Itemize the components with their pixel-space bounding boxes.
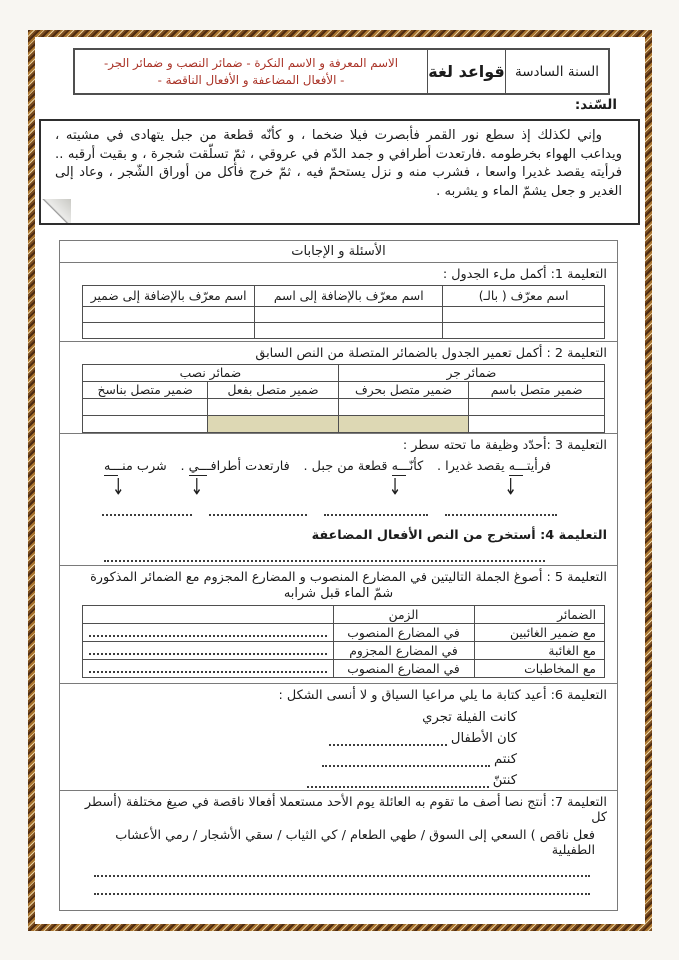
qa-title: الأسئلة و الإجابات — [60, 241, 617, 263]
dotted-line[interactable] — [94, 859, 590, 877]
t5-header-tense: الزمن — [333, 606, 474, 624]
instruction-4: التعليمة 4: أستخرج من النص الأفعال المضاعفة — [311, 528, 607, 543]
subject-cell: قواعد لغة — [428, 50, 506, 93]
underlined-word: ــه — [508, 459, 524, 474]
rewrite-line-3 — [68, 746, 609, 767]
instruction-6: التعليمة 6: أعيد كتابة ما يلي مراعيا السياق و لا أنسى الشكل : — [278, 688, 607, 703]
t5-answer-cell[interactable] — [83, 660, 334, 678]
t2-cell[interactable] — [83, 416, 208, 433]
rewrite-line-1 — [68, 704, 609, 725]
section-2 — [60, 342, 617, 434]
t2-cell-shaded[interactable] — [338, 416, 469, 433]
t5-header-pronouns: الضمائر — [474, 606, 605, 624]
t1-cell[interactable] — [255, 323, 443, 339]
table-5 — [82, 605, 605, 678]
t5-pronoun: مع ضمير الغائبين — [474, 624, 605, 642]
phrase-4: شرب منـــه ↓ — [104, 459, 167, 501]
t2-group-jar: ضمائر جر — [338, 365, 604, 382]
dotted-line[interactable] — [324, 508, 428, 516]
t5-tense: في المضارع المنصوب — [333, 660, 474, 678]
table-row — [83, 323, 605, 339]
dotted-line[interactable] — [94, 895, 590, 911]
t5-answer-cell[interactable] — [83, 642, 334, 660]
dotted-line[interactable] — [329, 739, 447, 746]
section-6 — [60, 684, 617, 791]
t1-cell[interactable] — [83, 323, 255, 339]
rewrite-line-4 — [68, 767, 609, 788]
t5-tense: في المضارع المنصوب — [333, 624, 474, 642]
table-row — [83, 624, 605, 642]
t5-pronoun: مع الغائبة — [474, 642, 605, 660]
t2-cell[interactable] — [469, 416, 605, 433]
t5-pronoun: مع المخاطبات — [474, 660, 605, 678]
t1-cell[interactable] — [83, 307, 255, 323]
header-table — [73, 48, 610, 95]
down-arrow-icon: ↓ — [112, 473, 125, 501]
instruction-3: التعليمة 3 :أحدّد وظيفة ما تحته سطر : — [402, 438, 607, 453]
table-row — [83, 416, 605, 433]
t1-cell[interactable] — [443, 323, 605, 339]
target-sentence: شمّ الماء قبل شرابه — [283, 586, 394, 601]
t5-header-answer — [83, 606, 334, 624]
t2-header-ism: ضمير متصل باسم — [469, 382, 605, 399]
dotted-line[interactable] — [94, 877, 590, 895]
table-2 — [82, 364, 605, 433]
year-cell: السنة السادسة — [514, 63, 600, 80]
dotted-line[interactable] — [445, 508, 557, 516]
sanad-text: وإني لكذلك إذ سطع نور القمر فأبصرت فيلا ضخما ، و كأنّه قطعة من جبل يتهادى في مشيته ، ويداعب الهواء بخرطومه .فارتعدت أطرافي و جمد الدّم في عروقي ، ثمّ تسلّقت شجرة ، و بقيت أرقبه .. فرأيته يقصد غديرا واسعا ، فشرب منه و نزل يستحمّ فيه ، ثمّ خرج فأكل من أوراق الشّجر ، وعاد إلى الغدير و جعل يشمّ الماء و يشربه . — [55, 128, 622, 199]
rewrite-line-2 — [68, 725, 609, 746]
topics-line-2: - الأفعال المضاعفة و الأفعال الناقصة - — [157, 72, 345, 87]
section-7 — [60, 791, 617, 911]
down-arrow-icon: ↓ — [190, 473, 204, 501]
line-label: كنتم — [493, 752, 517, 767]
folded-corner — [41, 199, 71, 223]
t2-cell[interactable] — [83, 399, 208, 416]
section-1 — [60, 263, 617, 342]
line-label: كنتنّ — [492, 773, 517, 788]
sanad-text-box — [39, 119, 640, 225]
underlined-word: ــي — [188, 459, 207, 474]
t5-tense: في المضارع المجزوم — [333, 642, 474, 660]
instruction-7-line-2: فعل ناقص ) السعي إلى السوق / طهي الطعام / كي الثياب / سقي الأشجار / رمي الأعشاب الطفيلية — [115, 828, 595, 858]
line-label: كانت الفيلة تجري — [422, 710, 517, 725]
t2-header-nasikh: ضمير متصل بناسخ — [83, 382, 208, 399]
dotted-line[interactable] — [322, 760, 490, 767]
t1-cell[interactable] — [443, 307, 605, 323]
instruction-5: التعليمة 5 : أصوغ الجملة التاليتين في المضارع المنصوب و المضارع المجزوم مع الضمائر المذكورة — [90, 570, 607, 585]
dotted-line[interactable] — [102, 508, 192, 516]
phrase-2: كأنّـــه قطعة من جبل . ↓ — [303, 459, 424, 501]
instruction-7-line-1: التعليمة 7: أنتج نصا أصف ما تقوم به العائلة يوم الأحد مستعملا أفعالا ناقصة في صيغ مختلفة (أسطر كل — [84, 795, 607, 825]
section-5 — [60, 566, 617, 684]
t5-answer-cell[interactable] — [83, 624, 334, 642]
table-row — [83, 660, 605, 678]
underlined-word: ــه — [391, 459, 406, 474]
down-arrow-icon: ↓ — [388, 473, 402, 501]
underlined-phrases — [68, 454, 609, 501]
down-arrow-icon: ↓ — [504, 473, 517, 501]
line-label: كان الأطفال — [450, 731, 517, 746]
t1-cell[interactable] — [255, 307, 443, 323]
table-row — [83, 307, 605, 323]
t1-header-idafa-damir: اسم معرّف بالإضافة إلى ضمير — [83, 286, 255, 307]
dotted-line[interactable] — [307, 781, 489, 788]
instruction-2: التعليمة 2 : أكمل تعمير الجدول بالضمائر المتصلة من النص السابق — [255, 346, 607, 361]
topics-cell — [75, 50, 428, 93]
t2-header-fiil: ضمير متصل بفعل — [208, 382, 339, 399]
t2-group-nasb: ضمائر نصب — [83, 365, 339, 382]
questions-box — [59, 240, 618, 911]
topics-line-1: الاسم المعرفة و الاسم النكرة - ضمائر النصب و ضمائر الجر- — [103, 55, 399, 70]
table-row — [83, 399, 605, 416]
underlined-word: ــه — [104, 459, 119, 474]
t1-header-bal: اسم معرّف ( بالـ) — [443, 286, 605, 307]
instruction-1: التعليمة 1: أكمل ملء الجدول : — [442, 267, 607, 282]
section-3-4 — [60, 434, 617, 566]
table-1 — [82, 285, 605, 339]
table-row — [83, 642, 605, 660]
dotted-line[interactable] — [209, 508, 307, 516]
dotted-line[interactable] — [104, 554, 545, 562]
phrase-1: فرأيتـــه يقصد غديرا . ↓ — [437, 459, 551, 501]
sanad-label: السّند: — [574, 97, 617, 113]
phrase-3: فارتعدت أطرافـــي . ↓ — [180, 459, 290, 501]
t2-header-harf: ضمير متصل بحرف — [338, 382, 469, 399]
t1-header-idafa-ism: اسم معرّف بالإضافة إلى اسم — [255, 286, 443, 307]
t2-cell[interactable] — [338, 399, 469, 416]
t2-cell-shaded[interactable] — [208, 416, 339, 433]
t2-cell[interactable] — [208, 399, 339, 416]
t2-cell[interactable] — [469, 399, 605, 416]
